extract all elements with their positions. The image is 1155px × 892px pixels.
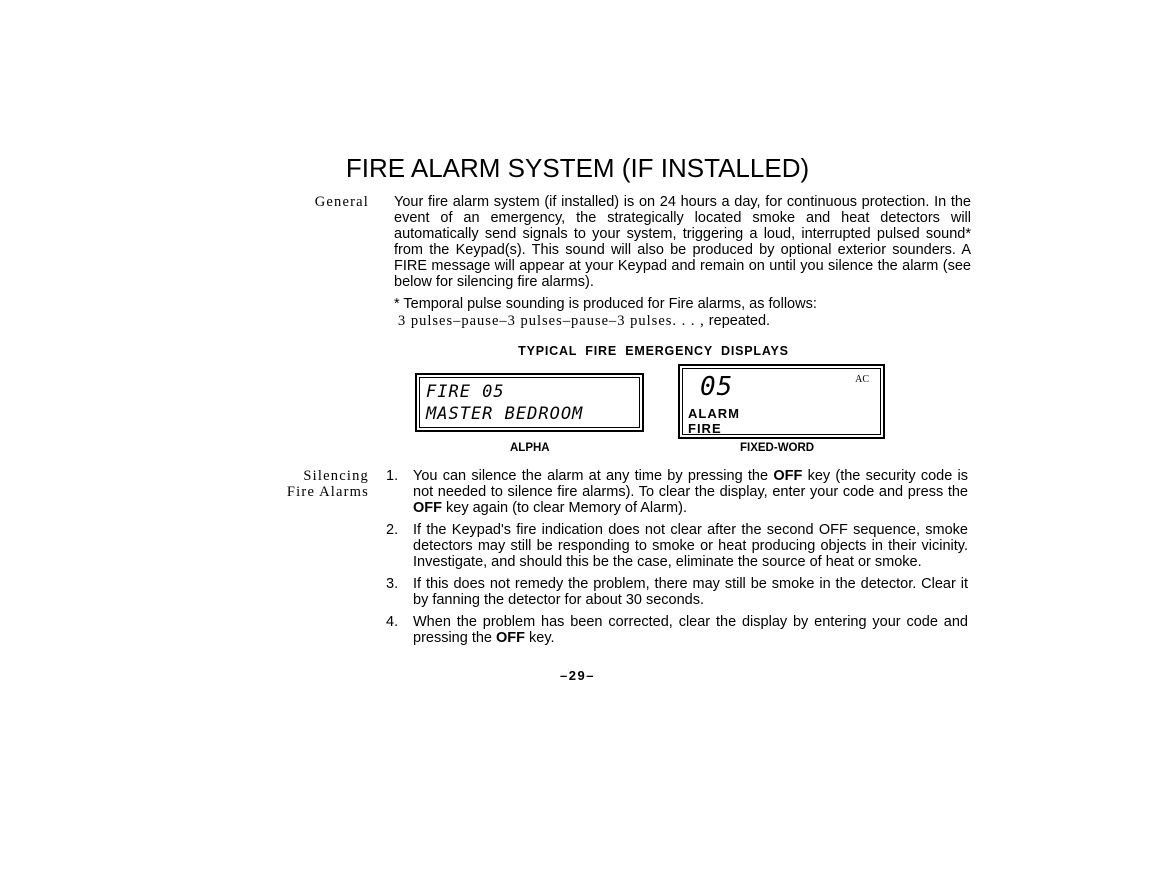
step-text: key (the security code is not needed to silence fire alarms). To clear the display, enter your code and press the xyxy=(413,468,968,500)
displays-heading: TYPICAL FIRE EMERGENCY DISPLAYS xyxy=(518,344,789,358)
fixed-word-fire: FIRE xyxy=(688,421,722,436)
pulse-sequence-text: 3 pulses–pause–3 pulses–pause–3 pulses. . . , xyxy=(398,313,705,329)
step-text: When the problem has been corrected, clear the display by entering your code and pressing the xyxy=(413,614,968,646)
step-number: 4. xyxy=(386,614,399,630)
page-title: FIRE ALARM SYSTEM (IF INSTALLED) xyxy=(345,153,810,183)
step-number: 2. xyxy=(386,522,399,538)
page-number: –29– xyxy=(560,668,595,683)
silencing-step-3 xyxy=(386,576,968,608)
general-paragraph: Your fire alarm system (if installed) is on 24 hours a day, for continuous protection. In the event of an emergency, the strategically located smoke and heat detectors will automatically send signals to your system, triggering a loud, interrupted pulsed sound* from the Keypad(s). This sound will also be produced by optional exterior sounders. A FIRE message will appear at your Keypad and remain on until you silence the alarm (see below for silencing fire alarms). xyxy=(394,194,971,290)
alpha-keypad-display xyxy=(415,373,644,432)
step-number: 3. xyxy=(386,576,399,592)
step-number: 1. xyxy=(386,468,399,484)
step-text: key. xyxy=(525,630,555,646)
step-text: key again (to clear Memory of Alarm). xyxy=(442,500,687,516)
pulse-sequence-suffix: repeated. xyxy=(704,313,771,329)
general-body xyxy=(394,194,971,312)
off-key-label: OFF xyxy=(496,630,526,646)
alpha-caption: ALPHA xyxy=(510,442,550,454)
off-key-label: OFF xyxy=(413,500,442,516)
step-text: You can silence the alarm at any time by pressing the xyxy=(413,468,774,484)
fixed-word-caption: FIXED-WORD xyxy=(740,442,815,454)
general-label: General xyxy=(314,194,369,210)
silencing-step-1 xyxy=(386,468,968,516)
silencing-label-line2: Fire Alarms xyxy=(286,484,369,500)
silencing-label-line1: Silencing xyxy=(303,468,369,484)
alpha-display-line1: FIRE 05 xyxy=(426,382,505,402)
silencing-steps-list xyxy=(386,468,968,652)
pulse-sequence xyxy=(398,313,770,329)
alpha-display-line2: MASTER BEDROOM xyxy=(426,404,584,424)
silencing-step-2 xyxy=(386,522,968,570)
fixed-word-zone-number: 05 xyxy=(700,372,734,402)
temporal-pulse-note: * Temporal pulse sounding is produced for Fire alarms, as follows: xyxy=(394,296,817,312)
step-text: If the Keypad's fire indication does not clear after the second OFF sequence, smoke detectors may still be responding to smoke or heat producing objects in their vicinity. Investigate, and should this be the case, eliminate the source of heat or smoke. xyxy=(413,522,968,570)
silencing-label xyxy=(287,468,369,500)
silencing-step-4 xyxy=(386,614,968,646)
fixed-word-keypad-display xyxy=(678,364,885,439)
fixed-word-ac-indicator: AC xyxy=(855,374,869,385)
fixed-word-alarm: ALARM xyxy=(688,406,740,421)
step-text: If this does not remedy the problem, there may still be smoke in the detector. Clear it by fanning the detector for about 30 seconds. xyxy=(413,576,968,608)
off-key-label: OFF xyxy=(773,468,803,484)
